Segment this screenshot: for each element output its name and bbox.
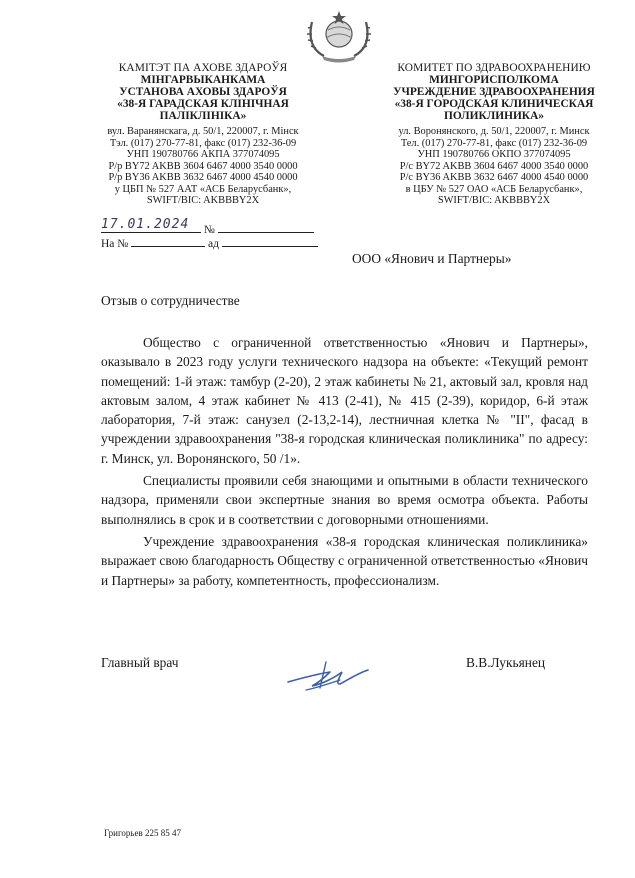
- number-label: №: [203, 224, 215, 236]
- tax-id-line: УНП 190780766 ОКПО 377074095: [417, 149, 571, 160]
- swift-line: SWIFT/BIC: AKBBBY2X: [437, 195, 551, 206]
- reference-date-line: [222, 235, 318, 247]
- org-line: МІНГАРВЫКАНКАМА: [140, 74, 266, 86]
- org-line: КАМІТЭТ ПА АХОВЕ ЗДАРОЎЯ: [118, 62, 288, 74]
- bank-name-line: в ЦБУ № 527 ОАО «АСБ Беларусбанк»,: [405, 183, 583, 195]
- phone-line: Тел. (017) 270-77-81, факс (017) 232-36-09: [400, 137, 588, 149]
- footer-contact: Григорьев 225 85 47: [104, 828, 182, 838]
- reference-row: [101, 235, 318, 249]
- swift-line: SWIFT/BIC: AKBBBY2X: [146, 195, 260, 206]
- outgoing-date: 17.01.2024: [101, 217, 190, 232]
- date-line: [101, 217, 201, 233]
- bank-account-line: Р/с BY72 AKBB 3604 6467 4000 3540 0000: [399, 160, 589, 172]
- org-address: [82, 126, 324, 207]
- org-line: «38-Я ГОРОДСКАЯ КЛИНИЧЕСКАЯ: [394, 98, 594, 110]
- letter-body: [101, 333, 588, 590]
- body-paragraph: Специалисты проявили себя знающими и опытными в области технического надзора, применяли свои экспертные знания во время осмотра объекта. Работы выполнялись в срок и в соответствии с договорными отношениями.: [101, 473, 588, 527]
- org-line: «38-Я ГАРАДСКАЯ КЛІНІЧНАЯ: [117, 98, 289, 110]
- state-emblem-icon: [294, 8, 384, 64]
- recipient: ООО «Янович и Партнеры»: [352, 251, 512, 266]
- org-line: УЧРЕЖДЕНИЕ ЗДРАВООХРАНЕНИЯ: [393, 86, 595, 98]
- reference-label: На №: [101, 238, 129, 250]
- bank-name-line: у ЦБП № 527 ААТ «АСБ Беларусбанк»,: [114, 183, 292, 195]
- signatory-role: Главный врач: [101, 655, 179, 670]
- bank-account-line: Р/р BY72 AKBB 3604 6467 4000 3540 0000: [108, 160, 298, 172]
- letter-subject: Отзыв о сотрудничестве: [101, 293, 240, 308]
- signatory-name: В.В.Лукьянец: [466, 655, 546, 670]
- reference-date-label: ад: [208, 238, 219, 250]
- outgoing-number-block: [101, 217, 318, 250]
- number-line: [218, 221, 314, 233]
- body-paragraph: Учреждение здравоохранения «38-я городская клиническая поликлиника» выражает свою благодарность Обществу с ограниченной ответственностью «Янович и Партнеры» за работу, компетентность, профессионализм.: [101, 533, 588, 588]
- body-paragraph: Общество с ограниченной ответственностью «Янович и Партнеры», оказывало в 2023 году услуги технического надзора на объекте: «Текущий ремонт помещений: 1-й этаж: тамбур (2-20), 2 этаж кабинеты № 21, актовый зал, кровля над актовым залом, 4 этаж кабинет № 413 (2-41), № 415 (2-39), коридор, 6-й этаж лаборатория, 7-й этаж: санузел (2-13,2-14), лестничная клетка № "II", фасад в учреждении здравоохранения "38-я городская клиническая поликлиника" по адресу: г. Минск, ул. Воронянского, 50 /1».: [101, 335, 588, 466]
- header-right: [356, 62, 632, 207]
- phone-line: Тэл. (017) 270-77-81, факс (017) 232-36-09: [109, 137, 297, 149]
- tax-id-line: УНП 190780766 АКПА 377074095: [126, 149, 280, 160]
- org-line: МИНГОРИСПОЛКОМА: [429, 74, 559, 86]
- address-line: ул. Воронянского, д. 50/1, 220007, г. Минск: [398, 126, 590, 137]
- bank-account-line: Р/с BY36 AKBB 3632 6467 4000 4540 0000: [399, 172, 589, 183]
- handwritten-signature: [282, 650, 372, 692]
- org-address: [356, 126, 632, 207]
- header-left: [82, 62, 324, 207]
- address-line: вул. Варанянскага, д. 50/1, 220007, г. Мінск: [107, 126, 299, 137]
- reference-number-line: [131, 235, 205, 247]
- outgoing-date-row: [101, 217, 318, 236]
- bank-account-line: Р/р BY36 AKBB 3632 6467 4000 4540 0000: [108, 172, 298, 183]
- org-line: КОМИТЕТ ПО ЗДРАВООХРАНЕНИЮ: [397, 62, 591, 74]
- org-line: УСТАНОВА АХОВЫ ЗДАРОЎЯ: [119, 86, 287, 98]
- org-line: ПАЛІКЛІНІКА»: [159, 110, 247, 122]
- org-line: ПОЛИКЛИНИКА»: [443, 110, 544, 122]
